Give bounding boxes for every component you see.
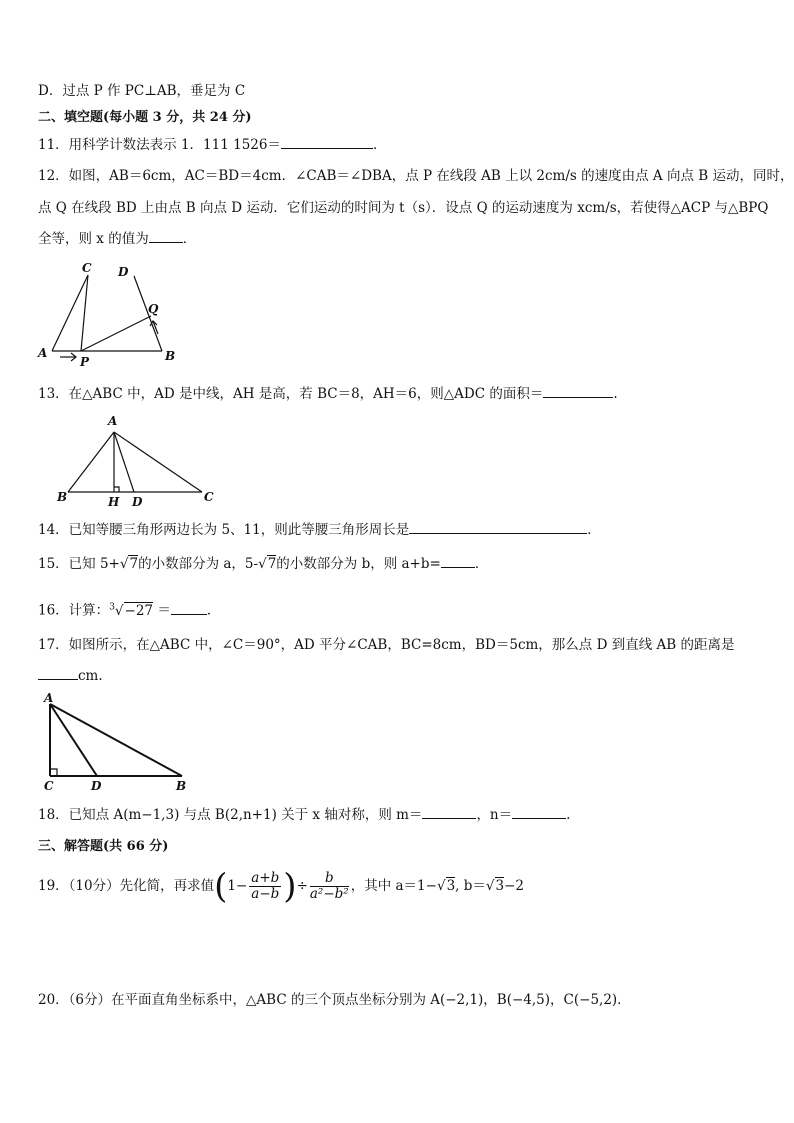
question-20: 20．（6分）在平面直角坐标系中，△ABC 的三个顶点坐标分别为 A(−2,1)，B(−4,5)，C(−5,2)． [38,992,631,1008]
q19-left-paren: ( [214,866,228,907]
q19-fraction-1 [249,871,281,902]
label-a: A [108,414,118,428]
label-c: C [44,779,54,793]
right-angle-mark [114,487,119,492]
q15-text-a: 15．已知 5+ [38,556,120,572]
q19-radicand-a: 3 [446,878,456,894]
label-b: B [165,349,176,363]
q19-condition-a: ，其中 a＝1− [350,878,437,894]
q11-tail: ． [372,137,387,153]
question-14 [38,521,601,539]
q12-line2: 点 Q 在线段 BD 上由点 B 向点 D 运动．它们运动的时间为 t（s）．设点 Q 的运动速度为 xcm/s，若使得△ACP 与△BPQ [38,200,769,216]
label-h: H [108,495,120,509]
q13-figure [50,410,220,510]
segment-pq [81,316,151,351]
q19-fraction-1-numerator: a+b [251,870,280,886]
q17-line2 [38,667,103,685]
q16-radicand: −27 [124,602,154,619]
q15-radicand-1: 7 [129,556,139,572]
q15-blank[interactable] [441,555,475,568]
q13-text: 13．在△ABC 中，AD 是中线，AH 是高，若 BC＝8，AH＝6，则△ADC 的面积＝ [38,386,544,402]
q18-text: 18．已知点 A(m−1,3) 与点 B(2,n+1) 关于 x 轴对称，则 m＝ [38,807,423,823]
q19-fraction-2 [310,871,349,902]
q16-text: 16．计算： [38,602,110,619]
q15-sqrt-2: √7 [258,556,277,572]
q18-blank-n[interactable] [512,806,566,819]
segment-ad [50,704,97,776]
q19-condition-b: , b＝ [455,878,486,894]
question-18 [38,806,570,824]
segment-ad [114,432,134,492]
q19-lead: 19．（10分）先化简，再求值 [38,878,215,894]
q16-root-index: 3 [109,602,115,612]
section-2-title: 二、填空题(每小题 3 分，共 24 分) [38,110,252,125]
label-a: A [38,346,48,360]
label-d: D [132,495,143,509]
question-13 [38,385,618,403]
q17-line1: 17．如图所示，在△ABC 中，∠C＝90°，AD 平分∠CAB，BC=8cm，BD＝5cm，那么点 D 到直线 AB 的距离是 [38,637,735,653]
label-q: Q [148,302,159,316]
question-16 [38,598,220,620]
label-a: A [44,691,54,705]
q15-text-c: 的小数部分为 b，则 a+b= [276,556,441,572]
question-19 [38,866,524,906]
q12-blank[interactable] [149,230,183,243]
q18-tail: . [566,807,571,823]
q15-text-b: 的小数部分为 a，5- [138,556,259,572]
segment-ac [114,432,202,492]
label-c: C [82,261,92,275]
question-11 [38,136,386,154]
label-d: D [118,265,129,279]
q16-equals: ＝ [157,602,171,619]
q12-line3-text: 全等，则 x 的值为 [38,231,149,247]
label-b: B [176,779,187,793]
q19-right-paren: ) [283,866,297,907]
q19-radicand-b: 3 [495,878,505,894]
q19-divide: ÷ [296,878,308,894]
label-p: P [80,355,90,369]
q13-blank[interactable] [543,385,613,398]
q19-one-minus: 1− [227,878,248,894]
q14-blank[interactable] [409,521,587,534]
q12-line3 [38,230,196,248]
q18-blank-m[interactable] [422,806,476,819]
q12-line1: 12．如图，AB＝6cm，AC＝BD＝4cm．∠CAB＝∠DBA，点 P 在线段 AB 上以 2cm/s 的速度由点 A 向点 B 运动，同时， [38,168,794,184]
q15-radicand-2: 7 [267,556,277,572]
segment-ab [68,432,114,492]
q14-text: 14．已知等腰三角形两边长为 5、11，则此等腰三角形周长是 [38,522,410,538]
q17-figure [36,690,196,795]
right-angle-mark [50,769,57,776]
q13-tail: . [613,386,618,402]
q11-text: 11．用科学计数法表示 1．111 1526＝ [38,137,281,153]
question-15 [38,555,488,573]
q16-tail: ． [206,602,221,619]
q19-sqrt-b: √3 [485,878,505,894]
q15-tail: ． [474,556,489,572]
q18-mid: ，n＝ [476,807,513,823]
q19-fraction-1-denominator: a−b [251,886,280,902]
segment-ab [50,704,182,776]
q12-tail: ． [182,231,197,247]
q19-fraction-2-numerator: b [310,871,349,887]
q17-unit: cm. [78,668,103,684]
label-c: C [204,490,214,504]
q11-blank[interactable] [281,136,373,149]
q14-tail: ． [587,522,601,538]
q16-cube-root: $^3$√−27 [109,602,154,619]
label-d: D [91,779,102,793]
label-b: B [57,490,68,504]
q12-figure [30,258,190,370]
q19-condition-end: −2 [504,878,524,894]
q19-fraction-2-denominator: a²−b² [309,886,349,902]
q17-blank[interactable] [38,667,78,680]
q16-blank[interactable] [171,602,207,615]
q19-sqrt-a: √3 [436,878,456,894]
section-3-title: 三、解答题(共 66 分) [38,839,169,854]
q15-sqrt-1: √7 [119,556,139,572]
q10-option-d: D．过点 P 作 PC⊥AB，垂足为 C [38,83,246,99]
